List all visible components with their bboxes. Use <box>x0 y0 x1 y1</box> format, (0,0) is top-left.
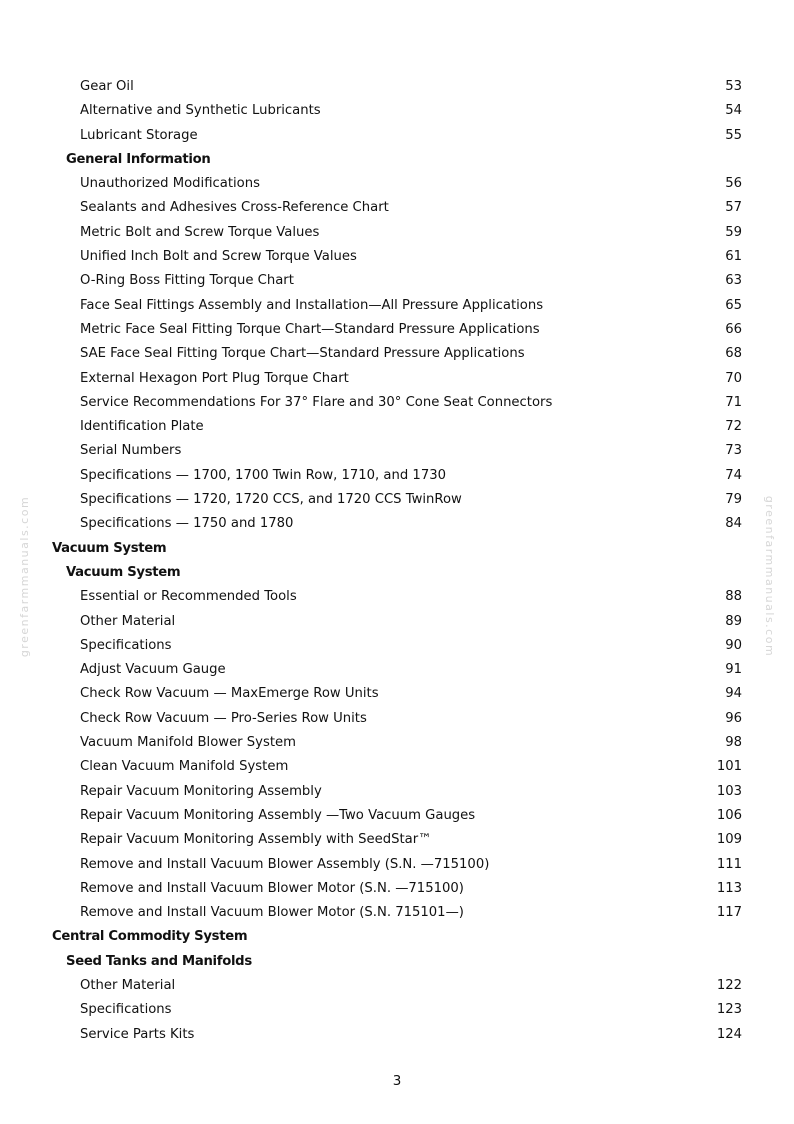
toc-entry <box>0 172 794 196</box>
toc-entry-page-number: 89 <box>725 613 742 629</box>
toc-entry-page-number: 106 <box>716 807 742 823</box>
toc-entry-page-number: 61 <box>725 249 742 265</box>
toc-entry-title: Remove and Install Vacuum Blower Assembly (S.N. —715100) <box>80 856 490 872</box>
watermark-right: greenfarmmanuals.com <box>762 495 776 658</box>
toc-entry-title: Identification Plate <box>80 419 204 435</box>
toc-entry <box>0 439 794 463</box>
toc-entry-title: Remove and Install Vacuum Blower Motor (S.N. —715100) <box>80 880 464 896</box>
toc-entry-page-number: 123 <box>716 1002 742 1018</box>
toc-entry-page-number: 109 <box>716 832 742 848</box>
toc-section-heading <box>0 537 794 561</box>
toc-entry-page-number: 94 <box>725 686 742 702</box>
toc-entry <box>0 1023 794 1047</box>
toc-entry-title: Serial Numbers <box>80 443 182 459</box>
toc-entry-page-number: 72 <box>725 419 742 435</box>
table-of-contents <box>0 75 794 1047</box>
toc-entry-title: General Information <box>66 151 211 167</box>
toc-entry-page-number: 96 <box>725 710 742 726</box>
toc-entry <box>0 221 794 245</box>
toc-entry-page-number: 65 <box>725 297 742 313</box>
toc-entry-page-number: 54 <box>725 103 742 119</box>
toc-entry-title: Specifications — 1720, 1720 CCS, and 1720 CCS TwinRow <box>80 492 462 508</box>
toc-entry-page-number: 56 <box>725 176 742 192</box>
toc-entry-page-number: 113 <box>716 880 742 896</box>
toc-entry <box>0 804 794 828</box>
toc-entry <box>0 707 794 731</box>
toc-entry-title: Specifications <box>80 637 172 653</box>
toc-entry <box>0 245 794 269</box>
toc-entry-title: Metric Bolt and Screw Torque Values <box>80 224 320 240</box>
toc-entry-page-number: 88 <box>725 589 742 605</box>
toc-entry-page-number: 70 <box>725 370 742 386</box>
toc-entry <box>0 755 794 779</box>
toc-entry-page-number: 53 <box>725 79 742 94</box>
toc-entry <box>0 367 794 391</box>
toc-entry-title: Service Parts Kits <box>80 1026 195 1042</box>
toc-entry-title: External Hexagon Port Plug Torque Chart <box>80 370 349 386</box>
toc-entry-page-number: 73 <box>725 443 742 459</box>
toc-entry-page-number: 55 <box>725 127 742 143</box>
toc-entry-title: Clean Vacuum Manifold System <box>80 759 289 775</box>
toc-entry <box>0 585 794 609</box>
toc-subsection-heading <box>0 561 794 585</box>
toc-entry-title: Check Row Vacuum — MaxEmerge Row Units <box>80 686 379 702</box>
toc-entry-page-number: 68 <box>725 346 742 362</box>
toc-entry-page-number: 57 <box>725 200 742 216</box>
toc-entry <box>0 512 794 536</box>
toc-entry <box>0 391 794 415</box>
toc-entry-title: Vacuum System <box>52 540 167 556</box>
toc-entry <box>0 488 794 512</box>
toc-entry-title: Service Recommendations For 37° Flare and 30° Cone Seat Connectors <box>80 394 553 410</box>
toc-entry <box>0 75 794 99</box>
toc-entry <box>0 610 794 634</box>
toc-subsection-heading <box>0 148 794 172</box>
toc-entry-page-number: 111 <box>716 856 742 872</box>
toc-subsection-heading <box>0 950 794 974</box>
toc-entry <box>0 294 794 318</box>
toc-entry <box>0 901 794 925</box>
toc-entry-page-number: 74 <box>725 467 742 483</box>
toc-entry-page-number: 84 <box>725 516 742 532</box>
toc-entry <box>0 318 794 342</box>
toc-entry-title: Adjust Vacuum Gauge <box>80 662 226 678</box>
toc-entry-page-number: 66 <box>725 321 742 337</box>
toc-entry-title: Face Seal Fittings Assembly and Installation—All Pressure Applications <box>80 297 544 313</box>
toc-entry <box>0 731 794 755</box>
toc-entry-title: Sealants and Adhesives Cross-Reference Chart <box>80 200 389 216</box>
toc-entry-title: Specifications — 1700, 1700 Twin Row, 1710, and 1730 <box>80 467 446 483</box>
toc-entry <box>0 124 794 148</box>
toc-entry-title: Other Material <box>80 613 176 629</box>
toc-entry-title: Remove and Install Vacuum Blower Motor (S.N. 715101—) <box>80 905 464 921</box>
toc-entry-page-number: 103 <box>716 783 742 799</box>
toc-entry <box>0 853 794 877</box>
toc-entry-title: Specifications <box>80 1002 172 1018</box>
toc-entry-title: Check Row Vacuum — Pro-Series Row Units <box>80 710 367 726</box>
toc-entry-title: Essential or Recommended Tools <box>80 589 297 605</box>
toc-entry-page-number: 63 <box>725 273 742 289</box>
toc-entry <box>0 682 794 706</box>
toc-entry-page-number: 91 <box>725 662 742 678</box>
toc-entry-title: Central Commodity System <box>52 929 248 945</box>
toc-entry-page-number: 59 <box>725 224 742 240</box>
toc-entry <box>0 415 794 439</box>
toc-entry-title: Other Material <box>80 977 176 993</box>
toc-entry-title: Repair Vacuum Monitoring Assembly —Two Vacuum Gauges <box>80 807 476 823</box>
toc-entry <box>0 828 794 852</box>
toc-entry-page-number: 79 <box>725 492 742 508</box>
toc-entry-title: O-Ring Boss Fitting Torque Chart <box>80 273 294 289</box>
toc-entry <box>0 658 794 682</box>
toc-entry-title: Metric Face Seal Fitting Torque Chart—Standard Pressure Applications <box>80 321 540 337</box>
toc-entry-page-number: 122 <box>716 977 742 993</box>
toc-entry <box>0 99 794 123</box>
toc-entry <box>0 342 794 366</box>
toc-entry-title: Vacuum System <box>66 564 181 580</box>
toc-entry <box>0 269 794 293</box>
toc-entry <box>0 877 794 901</box>
toc-entry <box>0 464 794 488</box>
page-number: 3 <box>392 1073 402 1089</box>
toc-entry <box>0 634 794 658</box>
toc-entry <box>0 196 794 220</box>
toc-entry <box>0 998 794 1022</box>
toc-entry-page-number: 124 <box>716 1026 742 1042</box>
toc-entry-page-number: 117 <box>716 905 742 921</box>
toc-entry-title: Seed Tanks and Manifolds <box>66 953 252 969</box>
toc-entry-page-number: 71 <box>725 394 742 410</box>
toc-entry-title: SAE Face Seal Fitting Torque Chart—Standard Pressure Applications <box>80 346 525 362</box>
toc-entry-title: Repair Vacuum Monitoring Assembly <box>80 783 322 799</box>
toc-entry-title: Vacuum Manifold Blower System <box>80 735 296 751</box>
watermark-left: greenfarmmanuals.com <box>18 495 32 658</box>
toc-entry-title: Specifications — 1750 and 1780 <box>80 516 294 532</box>
toc-entry-title: Repair Vacuum Monitoring Assembly with SeedStar™ <box>80 832 432 848</box>
toc-entry-page-number: 90 <box>725 637 742 653</box>
toc-section-heading <box>0 925 794 949</box>
toc-entry-title: Alternative and Synthetic Lubricants <box>80 103 321 119</box>
toc-entry-title: Unified Inch Bolt and Screw Torque Values <box>80 249 357 265</box>
toc-entry-title: Lubricant Storage <box>80 127 198 143</box>
toc-entry-title: Unauthorized Modifications <box>80 176 260 192</box>
toc-entry <box>0 780 794 804</box>
toc-entry-page-number: 98 <box>725 735 742 751</box>
toc-entry-title: Gear Oil <box>80 79 134 94</box>
toc-entry <box>0 974 794 998</box>
toc-entry-page-number: 101 <box>716 759 742 775</box>
